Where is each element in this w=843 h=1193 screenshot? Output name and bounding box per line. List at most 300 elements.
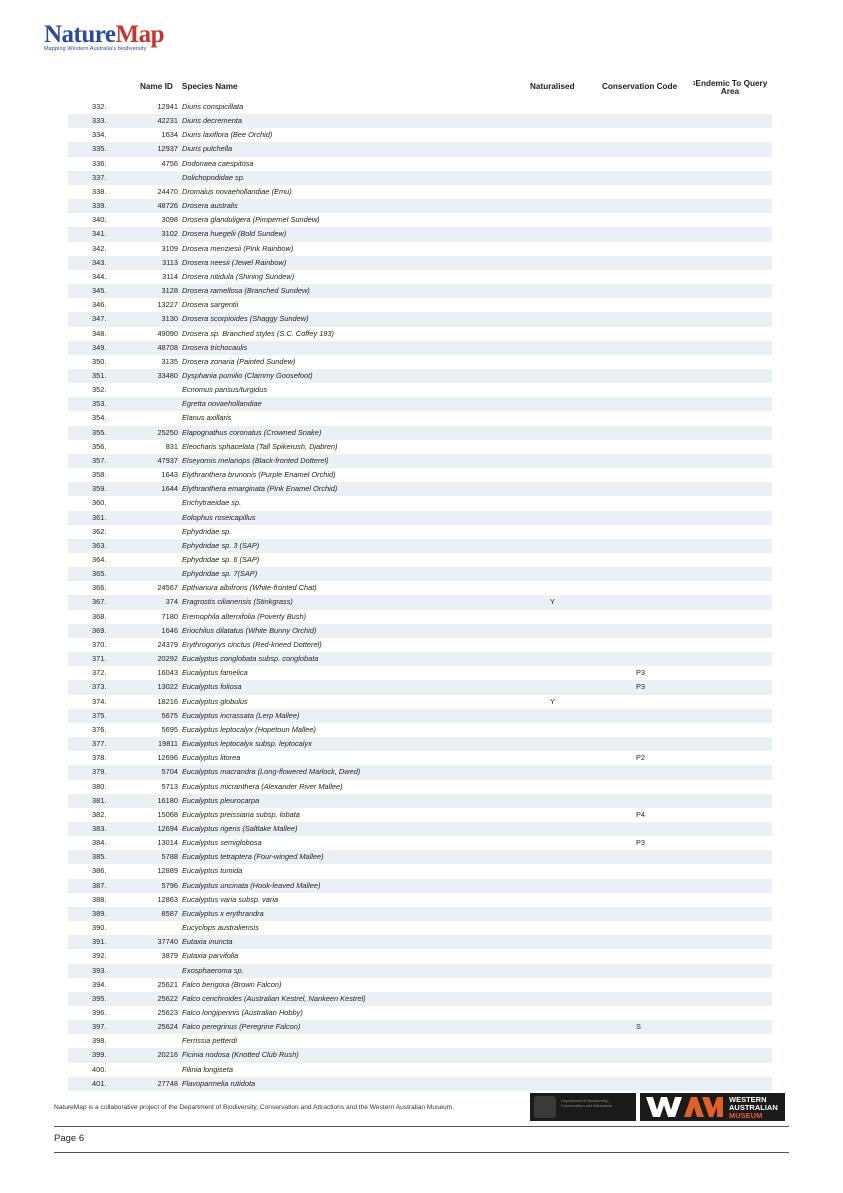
header-name-id: Name ID — [140, 82, 173, 91]
row-species-name: Flavoparmelia rutidota — [182, 1078, 256, 1088]
row-species-name: Eucalyptus conglobata subsp. conglobata — [182, 654, 319, 664]
endemic-line-2: Area — [720, 87, 740, 96]
row-species-name: Drosera nitidula (Shining Sundew) — [182, 271, 295, 281]
row-name-id: 12937 — [157, 144, 178, 154]
row-name-id: 5675 — [161, 710, 178, 720]
row-species-name: Eutaxia parvifolia — [182, 951, 239, 961]
table-row — [68, 610, 772, 624]
table-row — [68, 496, 772, 510]
row-number: 353. — [92, 399, 107, 409]
row-number: 388. — [92, 894, 107, 904]
row-name-id: 5704 — [161, 767, 178, 777]
table-row — [68, 808, 772, 822]
row-name-id: 27748 — [157, 1078, 178, 1088]
row-species-name: Dodonaea caespitosa — [182, 158, 254, 168]
row-number: 352. — [92, 385, 107, 395]
dbca-logo — [530, 1093, 636, 1121]
row-species-name: Eucalyptus micranthera (Alexander River Mallee) — [182, 781, 343, 791]
row-species-name: Eucyclops australiensis — [182, 923, 259, 933]
row-number: 367. — [92, 597, 107, 607]
table-row — [68, 737, 772, 751]
row-number: 363. — [92, 540, 107, 550]
table-row — [68, 553, 772, 567]
row-species-name: Erythrogonys cinctus (Red-kneed Dotterel) — [182, 639, 322, 649]
row-species-name: Eolophus roseicapillus — [182, 512, 256, 522]
logo-nature-text: Nature — [44, 21, 116, 48]
wam-line-2: AUSTRALIAN — [729, 1102, 778, 1112]
row-name-id: 3128 — [161, 286, 178, 296]
row-species-name: Eucalyptus x erythrandra — [182, 908, 264, 918]
row-species-name: Ferrissia petterdi — [182, 1036, 238, 1046]
row-number: 339. — [92, 201, 107, 211]
row-number: 380. — [92, 781, 107, 791]
row-species-name: Egretta novaehollandiae — [182, 399, 262, 409]
row-name-id: 12863 — [157, 894, 178, 904]
row-species-name: Elseyornis melanops (Black-fronted Dotterel) — [182, 455, 329, 465]
row-number: 394. — [92, 979, 107, 989]
row-species-name: Eucalyptus tetraptera (Four-winged Mallee) — [182, 852, 324, 862]
row-species-name: Diuris pulchella — [182, 144, 233, 154]
table-row — [68, 383, 772, 397]
table-row — [68, 256, 772, 270]
row-number: 368. — [92, 611, 107, 621]
table-row — [68, 1048, 772, 1062]
row-name-id: 1643 — [161, 470, 178, 480]
row-number: 357. — [92, 455, 107, 465]
row-name-id: 374 — [165, 597, 178, 607]
row-species-name: Elythranthera brunonis (Purple Enamel Orchid) — [182, 470, 336, 480]
row-number: 362. — [92, 526, 107, 536]
row-number: 348. — [92, 328, 107, 338]
table-row — [68, 128, 772, 142]
table-row — [68, 298, 772, 312]
row-species-name: Ephydridae sp. — [182, 526, 232, 536]
table-row — [68, 723, 772, 737]
wam-logo — [640, 1093, 785, 1121]
row-species-name: Eucalyptus preissiana subsp. lobata — [182, 809, 300, 819]
row-species-name: Eucalyptus famelica — [182, 668, 248, 678]
row-name-id: 48726 — [157, 201, 178, 211]
table-row — [68, 213, 772, 227]
row-species-name: Eucalyptus tumida — [182, 866, 243, 876]
row-number: 360. — [92, 498, 107, 508]
row-number: 350. — [92, 356, 107, 366]
row-number: 391. — [92, 937, 107, 947]
row-species-name: Drosera huegelii (Bold Sundew) — [182, 229, 287, 239]
row-name-id: 13227 — [157, 300, 178, 310]
table-row — [68, 1063, 772, 1077]
row-number: 332. — [92, 102, 107, 111]
row-name-id: 13014 — [157, 838, 178, 848]
table-row — [68, 114, 772, 128]
table-row — [68, 525, 772, 539]
row-species-name: Ephydridae sp. 3 (SAP) — [182, 540, 260, 550]
table-row — [68, 1034, 772, 1048]
row-species-name: Eleocharis sphacelata (Tall Spikerush, Djabren) — [182, 441, 338, 451]
row-number: 383. — [92, 823, 107, 833]
row-number: 358. — [92, 470, 107, 480]
row-species-name: Falco berigora (Brown Falcon) — [182, 979, 282, 989]
row-species-name: Drosera zonaria (Painted Sundew) — [182, 356, 296, 366]
row-species-name: Eucalyptus rigens (Saltlake Mallee) — [182, 823, 298, 833]
table-row — [68, 709, 772, 723]
table-row — [68, 369, 772, 383]
row-number: 356. — [92, 441, 107, 451]
row-number: 401. — [92, 1078, 107, 1088]
row-species-name: Eucalyptus leptocalyx (Hopetoun Mallee) — [182, 724, 316, 734]
row-name-id: 24379 — [157, 639, 178, 649]
row-name-id: 831 — [165, 441, 178, 451]
row-naturalised: Y — [550, 597, 555, 607]
table-row — [68, 864, 772, 878]
row-species-name: Exosphaeroma sp. — [182, 965, 244, 975]
row-name-id: 25624 — [157, 1022, 178, 1032]
table-row — [68, 695, 772, 709]
table-row — [68, 426, 772, 440]
row-species-name: Elanus axillaris — [182, 413, 232, 423]
row-name-id: 3102 — [161, 229, 178, 239]
row-name-id: 18216 — [157, 696, 178, 706]
row-species-name: Drosera sargentii — [182, 300, 239, 310]
row-name-id: 3098 — [161, 215, 178, 225]
row-number: 351. — [92, 370, 107, 380]
row-species-name: Eucalyptus semiglobosa — [182, 838, 262, 848]
crest-icon — [534, 1096, 556, 1118]
row-species-name: Eucalyptus incrassata (Lerp Mallee) — [182, 710, 300, 720]
row-number: 371. — [92, 654, 107, 664]
row-species-name: Drosera neesii (Jewel Rainbow) — [182, 257, 287, 267]
table-row — [68, 199, 772, 213]
endemic-footnote-marker: 1 — [692, 81, 696, 87]
row-name-id: 24567 — [157, 583, 178, 593]
row-species-name: Elythranthera emarginata (Pink Enamel Orchid) — [182, 484, 338, 494]
row-name-id: 1644 — [161, 484, 178, 494]
row-species-name: Elapognathus coronatus (Crowned Snake) — [182, 427, 322, 437]
row-species-name: Eucalyptus leptocalyx subsp. leptocalyx — [182, 739, 312, 749]
table-row — [68, 440, 772, 454]
table-row — [68, 454, 772, 468]
table-row — [68, 355, 772, 369]
row-number: 372. — [92, 668, 107, 678]
logo-wordmark — [44, 22, 164, 48]
table-header — [0, 80, 843, 102]
row-number: 338. — [92, 186, 107, 196]
table-row — [68, 171, 772, 185]
row-species-name: Eucalyptus globulus — [182, 696, 248, 706]
table-row — [68, 1006, 772, 1020]
row-number: 345. — [92, 286, 107, 296]
row-species-name: Eucalyptus macrandra (Long-flowered Marlock, Dwed) — [182, 767, 361, 777]
table-row — [68, 921, 772, 935]
naturemap-logo — [44, 22, 164, 52]
row-name-id: 20292 — [157, 654, 178, 664]
dbca-logo-text: Department of Biodiversity, Conservation and Attractions — [561, 1098, 613, 1108]
header-endemic — [690, 80, 770, 96]
row-species-name: Eremophila alternifolia (Poverty Bush) — [182, 611, 307, 621]
row-number: 378. — [92, 753, 107, 763]
row-species-name: Drosera sp. Branched styles (S.C. Coffey 193) — [182, 328, 334, 338]
row-name-id: 7180 — [161, 611, 178, 621]
table-row — [68, 482, 772, 496]
row-number: 386. — [92, 866, 107, 876]
row-number: 397. — [92, 1022, 107, 1032]
table-row — [68, 765, 772, 779]
row-number: 349. — [92, 342, 107, 352]
row-species-name: Diuris conspicillata — [182, 102, 244, 111]
row-number: 361. — [92, 512, 107, 522]
page-bottom-divider — [54, 1152, 789, 1153]
row-number: 370. — [92, 639, 107, 649]
row-name-id: 3114 — [162, 271, 178, 281]
row-name-id: 48708 — [157, 342, 178, 352]
row-species-name: Eriochilus dilatatus (White Bunny Orchid) — [182, 625, 317, 635]
table-row — [68, 581, 772, 595]
row-species-name: Ficinia nodosa (Knotted Club Rush) — [182, 1050, 299, 1060]
table-row — [68, 312, 772, 326]
row-species-name: Enchytraeidae sp. — [182, 498, 242, 508]
row-name-id: 47937 — [157, 455, 178, 465]
row-number: 337. — [92, 172, 107, 182]
row-name-id: 25250 — [157, 427, 178, 437]
row-species-name: Dolichopodidae sp. — [182, 172, 245, 182]
footer-divider — [54, 1126, 789, 1127]
row-name-id: 16043 — [157, 668, 178, 678]
row-name-id: 25622 — [157, 993, 178, 1003]
row-number: 365. — [92, 569, 107, 579]
row-name-id: 12889 — [157, 866, 178, 876]
row-naturalised: Y — [550, 696, 555, 706]
row-number: 389. — [92, 908, 107, 918]
logo-tagline: Mapping Western Australia's biodiversity — [44, 46, 147, 52]
row-number: 393. — [92, 965, 107, 975]
table-row — [68, 666, 772, 680]
row-species-name: Ecnomus pansus/turgidus — [182, 385, 268, 395]
row-name-id: 12694 — [157, 823, 178, 833]
row-name-id: 25623 — [157, 1008, 178, 1017]
wam-wordmark — [729, 1096, 778, 1119]
row-name-id: 5788 — [161, 852, 178, 862]
table-row — [68, 227, 772, 241]
row-number: 396. — [92, 1008, 107, 1017]
row-name-id: 33480 — [157, 370, 178, 380]
row-species-name: Drosera menziesii (Pink Rainbow) — [182, 243, 294, 253]
row-number: 336. — [92, 158, 107, 168]
row-species-name: Drosera ramellosa (Branched Sundew) — [182, 286, 310, 296]
row-species-name: Epthianura albifrons (White-fronted Chat) — [182, 583, 317, 593]
row-number: 377. — [92, 739, 107, 749]
table-row — [68, 652, 772, 666]
row-number: 355. — [92, 427, 107, 437]
row-number: 381. — [92, 795, 107, 805]
row-name-id: 37740 — [157, 937, 178, 947]
row-conservation-code: P3 — [636, 682, 646, 692]
row-species-name: Falco longipennis (Australian Hobby) — [182, 1008, 303, 1017]
row-name-id: 1634 — [161, 130, 178, 140]
table-row — [68, 270, 772, 284]
row-name-id: 4756 — [161, 158, 178, 168]
table-row — [68, 624, 772, 638]
row-name-id: 25621 — [157, 979, 178, 989]
row-number: 343. — [92, 257, 107, 267]
row-species-name: Eucalyptus uncinata (Hook-leaved Mallee) — [182, 880, 321, 890]
table-row — [68, 794, 772, 808]
table-row — [68, 1077, 772, 1091]
row-name-id: 5796 — [161, 880, 178, 890]
row-number: 369. — [92, 625, 107, 635]
wam-mark-icon — [644, 1095, 724, 1119]
table-row — [68, 468, 772, 482]
table-row — [68, 893, 772, 907]
row-number: 354. — [92, 413, 107, 423]
logo-map-text: Map — [115, 21, 165, 48]
table-row — [68, 142, 772, 156]
row-number: 342. — [92, 243, 107, 253]
row-number: 387. — [92, 880, 107, 890]
table-row — [68, 539, 772, 553]
row-number: 364. — [92, 555, 107, 564]
row-name-id: 49090 — [157, 328, 178, 338]
row-species-name: Eucalyptus varia subsp. varia — [182, 894, 279, 904]
row-number: 395. — [92, 993, 107, 1003]
row-species-name: Diuris decrementa — [182, 116, 242, 126]
row-number: 333. — [92, 116, 107, 126]
row-species-name: Eragrostis cilianensis (Stinkgrass) — [182, 597, 293, 607]
row-species-name: Falco cenchroides (Australian Kestrel, Nankeen Kestrel) — [182, 993, 366, 1003]
row-species-name: Filinia longiseta — [182, 1064, 233, 1074]
table-row — [68, 879, 772, 893]
row-conservation-code: P3 — [636, 838, 646, 848]
row-number: 379. — [92, 767, 107, 777]
row-species-name: Drosera scorpioides (Shaggy Sundew) — [182, 314, 309, 324]
row-name-id: 3879 — [161, 951, 178, 961]
row-species-name: Falco peregrinus (Peregrine Falcon) — [182, 1022, 301, 1032]
row-name-id: 3109 — [161, 243, 178, 253]
table-row — [68, 836, 772, 850]
row-species-name: Dysphania pumilio (Clammy Goosefoot) — [182, 370, 313, 380]
row-conservation-code: P4 — [636, 809, 646, 819]
table-row — [68, 949, 772, 963]
table-row — [68, 327, 772, 341]
table-row — [68, 100, 772, 114]
row-number: 341. — [92, 229, 107, 239]
table-row — [68, 935, 772, 949]
row-number: 344. — [92, 271, 107, 281]
table-row — [68, 1020, 772, 1034]
row-name-id: 3130 — [161, 314, 178, 324]
row-number: 384. — [92, 838, 107, 848]
wam-line-1: WESTERN — [729, 1095, 767, 1104]
row-number: 376. — [92, 724, 107, 734]
row-name-id: 1646 — [161, 625, 178, 635]
row-name-id: 13022 — [157, 682, 178, 692]
page-number: Page 6 — [54, 1133, 85, 1144]
table-row — [68, 850, 772, 864]
row-number: 373. — [92, 682, 107, 692]
table-row — [68, 411, 772, 425]
table-row — [68, 397, 772, 411]
row-name-id: 12696 — [157, 753, 178, 763]
table-row — [68, 157, 772, 171]
row-species-name: Eucalyptus foliosa — [182, 682, 242, 692]
row-number: 335. — [92, 144, 107, 154]
row-number: 374. — [92, 696, 107, 706]
endemic-line-1: Endemic To Query — [695, 79, 768, 88]
table-row — [68, 567, 772, 581]
row-conservation-code: P3 — [636, 668, 646, 678]
row-species-name: Ephydridae sp. 6 (SAP) — [182, 555, 260, 564]
table-row — [68, 992, 772, 1006]
row-species-name: Ephydridae sp. 7(SAP) — [182, 569, 258, 579]
table-row — [68, 680, 772, 694]
row-name-id: 3113 — [162, 257, 178, 267]
table-row — [68, 341, 772, 355]
species-table — [68, 100, 772, 1091]
row-conservation-code: S — [636, 1022, 641, 1032]
row-name-id: 8587 — [161, 908, 178, 918]
row-name-id: 15068 — [157, 809, 178, 819]
table-row — [68, 964, 772, 978]
table-row — [68, 595, 772, 609]
row-number: 375. — [92, 710, 107, 720]
row-name-id: 12941 — [157, 102, 178, 111]
row-number: 400. — [92, 1064, 107, 1074]
row-name-id: 5695 — [161, 724, 178, 734]
row-name-id: 20216 — [157, 1050, 178, 1060]
row-number: 390. — [92, 923, 107, 933]
row-species-name: Drosera glanduligera (Pimpernel Sundew) — [182, 215, 320, 225]
wam-line-3: MUSEUM — [729, 1110, 763, 1120]
table-row — [68, 907, 772, 921]
row-name-id: 19811 — [157, 739, 178, 749]
row-conservation-code: P2 — [636, 753, 646, 763]
header-species-name: Species Name — [182, 82, 238, 91]
table-row — [68, 185, 772, 199]
row-species-name: Eutaxia inuncta — [182, 937, 233, 947]
table-row — [68, 822, 772, 836]
row-number: 347. — [92, 314, 107, 324]
header-naturalised: Naturalised — [530, 82, 575, 91]
table-row — [68, 638, 772, 652]
table-row — [68, 242, 772, 256]
row-number: 334. — [92, 130, 107, 140]
table-row — [68, 284, 772, 298]
row-species-name: Eucalyptus litorea — [182, 753, 241, 763]
row-name-id: 16180 — [157, 795, 178, 805]
row-number: 359. — [92, 484, 107, 494]
row-species-name: Dromaius novaehollandiae (Emu) — [182, 186, 292, 196]
row-species-name: Drosera trichocaulis — [182, 342, 248, 352]
row-species-name: Eucalyptus pleurocarpa — [182, 795, 260, 805]
table-row — [68, 780, 772, 794]
row-number: 398. — [92, 1036, 107, 1046]
row-number: 392. — [92, 951, 107, 961]
row-name-id: 42231 — [157, 116, 178, 126]
row-species-name: Diuris laxiflora (Bee Orchid) — [182, 130, 273, 140]
row-number: 385. — [92, 852, 107, 862]
table-row — [68, 511, 772, 525]
row-name-id: 24470 — [157, 186, 178, 196]
row-number: 366. — [92, 583, 107, 593]
row-number: 346. — [92, 300, 107, 310]
header-conservation-code: Conservation Code — [602, 82, 678, 91]
table-row — [68, 978, 772, 992]
footer-note: NatureMap is a collaborative project of the Department of Biodiversity, Conservation and Attractions and the Western Australian Museum. — [54, 1104, 454, 1111]
table-row — [68, 751, 772, 765]
row-species-name: Drosera australis — [182, 201, 238, 211]
row-name-id: 5713 — [161, 781, 178, 791]
row-name-id: 3135 — [161, 356, 178, 366]
row-number: 382. — [92, 809, 107, 819]
